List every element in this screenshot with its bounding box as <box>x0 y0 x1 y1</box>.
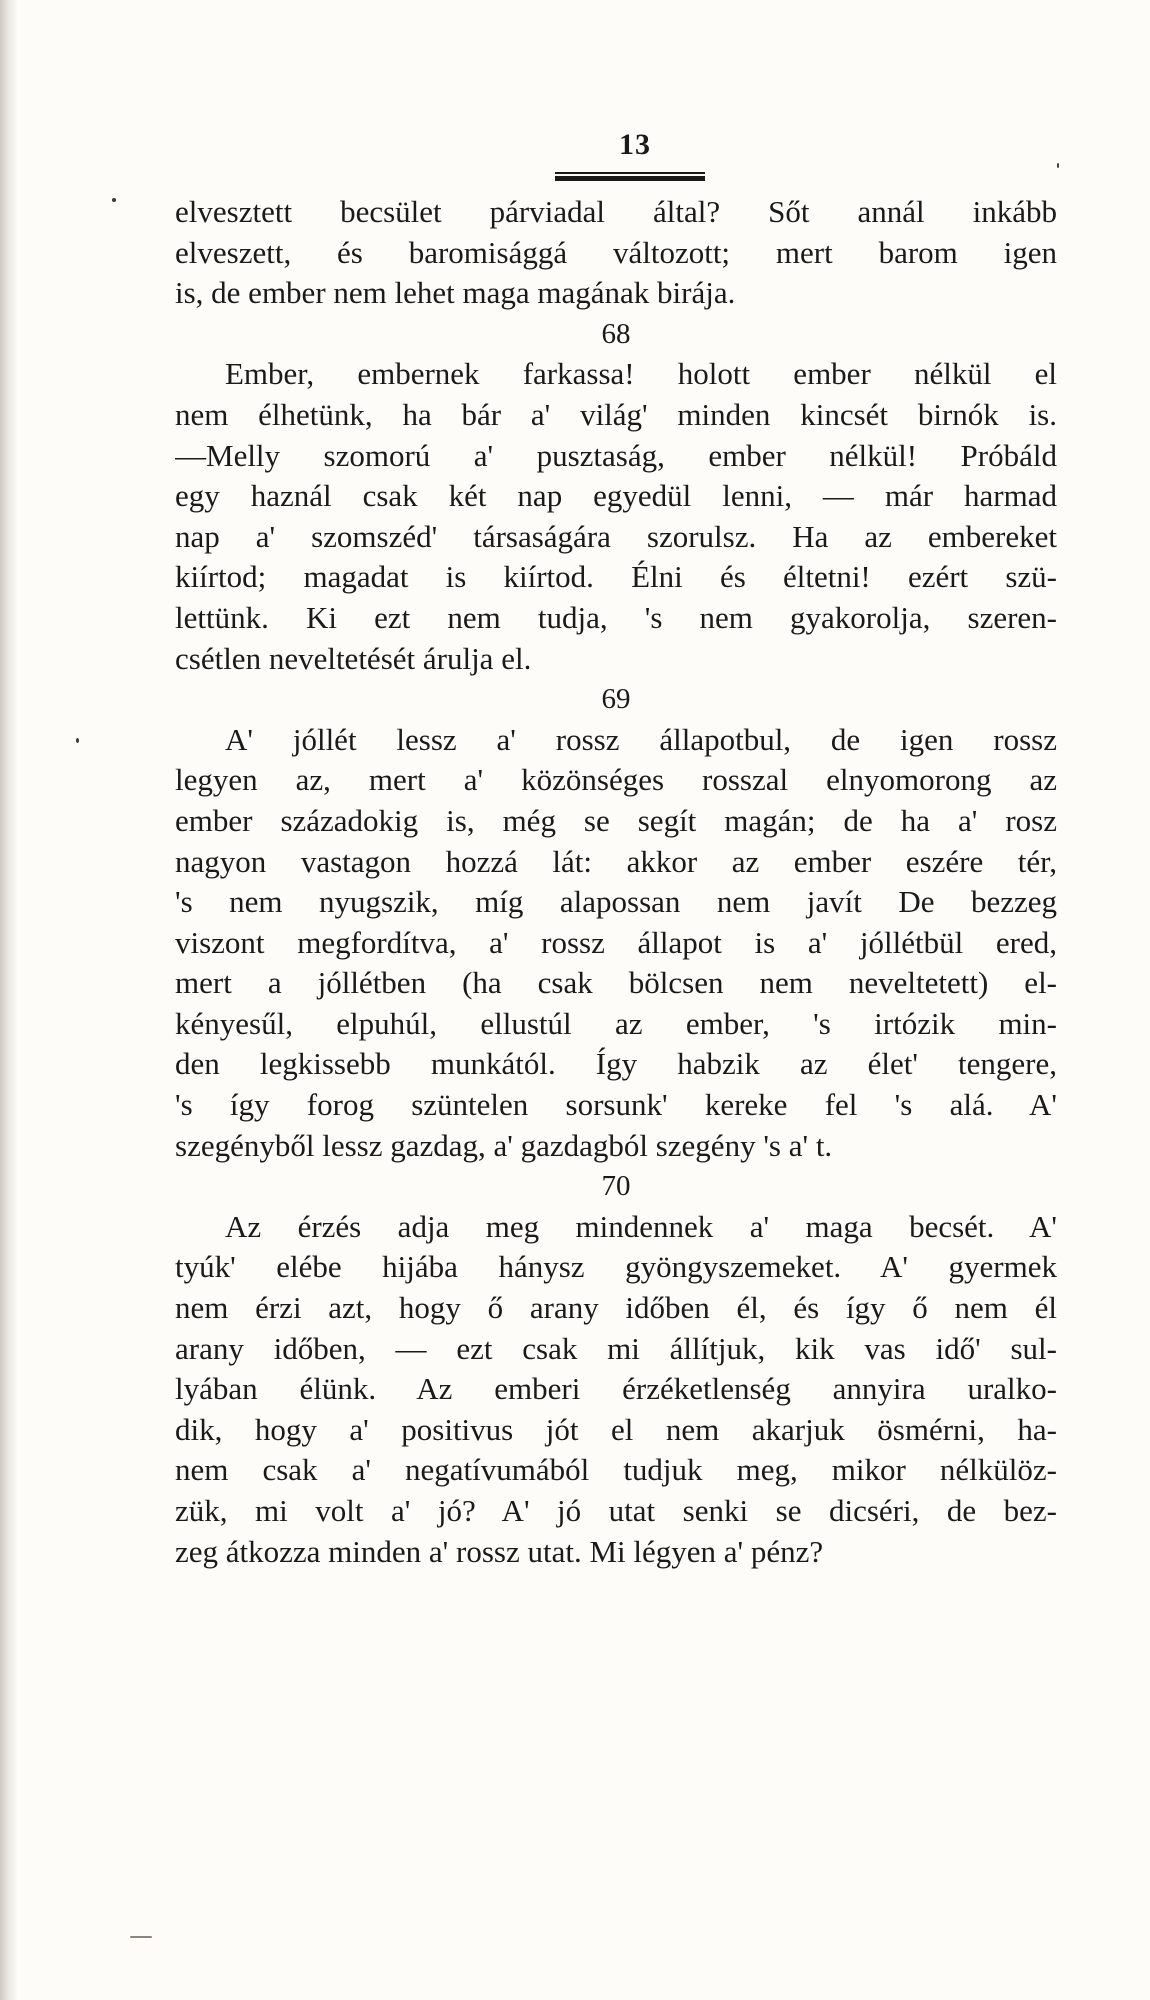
text-line: nem csak a' negatívumából tudjuk meg, mikor nélkülöz- <box>175 1452 1057 1488</box>
text-line: 's nem nyugszik, míg alapossan nem javít De bezzeg <box>175 884 1057 920</box>
text-line: kiírtod; magadat is kiírtod. Élni és éltetni! ezért szü- <box>175 559 1057 595</box>
text-line: elveszett, és baromisággá változott; mert barom igen <box>175 234 1057 270</box>
text-line: —Melly szomorú a' pusztaság, ember nélkül! Próbáld <box>175 437 1057 473</box>
text-line: den legkissebb munkától. Így habzik az élet' tengere, <box>175 1046 1057 1082</box>
text-line: nap a' szomszéd' társaságára szorulsz. Ha az embereket <box>175 518 1057 554</box>
header-rule <box>555 172 705 181</box>
text-line: elvesztett becsület párviadal által? Sőt annál inkább <box>175 194 1057 229</box>
print-speck <box>130 1936 152 1938</box>
body-text <box>175 192 1057 1572</box>
text-line: tyúk' elébe hijába hánysz gyöngyszemeket. A' gyermek <box>175 1249 1057 1285</box>
text-line: zük, mi volt a' jó? A' jó utat senki se dicséri, de bez- <box>175 1493 1057 1528</box>
text-line: zeg átkozza minden a' rossz utat. Mi légyen a' pénz? <box>175 1533 824 1569</box>
print-speck <box>1057 163 1059 168</box>
text-line: A' jóllét lessz a' rossz állapotbul, de igen rossz <box>225 721 1057 757</box>
text-line: nem érzi azt, hogy ő arany időben él, és így ő nem él <box>175 1290 1057 1326</box>
text-line: nagyon vastagon hozzá lát: akkor az ember eszére tér, <box>175 843 1057 879</box>
text-line: Ember, embernek farkassa! holott ember nélkül el <box>225 356 1057 392</box>
text-line: csétlen neveltetését árulja el. <box>175 640 532 676</box>
text-line: mert a jóllétben (ha csak bölcsen nem neveltetett) el- <box>175 965 1057 1001</box>
text-line: lyában élünk. Az emberi érzéketlenség annyira uralko- <box>175 1371 1057 1407</box>
page-number: 13 <box>619 128 651 161</box>
text-line: lettünk. Ki ezt nem tudja, 's nem gyakorolja, szeren- <box>175 599 1057 635</box>
section-number: 70 <box>601 1170 631 1203</box>
section-number: 68 <box>601 317 631 350</box>
text-line: nem élhetünk, ha bár a' világ' minden kincsét birnók is. <box>175 396 1057 432</box>
text-line: viszont megfordítva, a' rossz állapot is a' jóllétbül ered, <box>175 924 1057 960</box>
text-line: legyen az, mert a' közönséges rosszal elnyomorong az <box>175 762 1057 798</box>
text-line: Az érzés adja meg mindennek a' maga becsét. A' <box>225 1208 1057 1244</box>
text-line: is, de ember nem lehet maga magának birája. <box>175 275 736 311</box>
print-speck <box>76 738 79 743</box>
header-rule-thin <box>555 172 705 174</box>
text-line: dik, hogy a' positivus jót el nem akarjuk ösmérni, ha- <box>175 1411 1057 1447</box>
section-number: 69 <box>601 683 631 716</box>
text-line: szegényből lessz gazdag, a' gazdagból szegény 's a' t. <box>175 1127 833 1163</box>
page-edge-shadow <box>0 0 18 2000</box>
text-line: arany időben, — ezt csak mi állítjuk, kik vas idő' sul- <box>175 1330 1057 1366</box>
header-rule-thick <box>555 176 705 181</box>
text-line: egy haznál csak két nap egyedül lenni, — már harmad <box>175 478 1057 514</box>
text-line: 's így forog szüntelen sorsunk' kereke fel 's alá. A' <box>175 1087 1057 1123</box>
text-line: kényesűl, elpuhúl, ellustúl az ember, 's irtózik min- <box>175 1005 1057 1041</box>
text-line: ember századokig is, még se segít magán; de ha a' rosz <box>175 802 1057 838</box>
print-speck <box>112 198 116 202</box>
